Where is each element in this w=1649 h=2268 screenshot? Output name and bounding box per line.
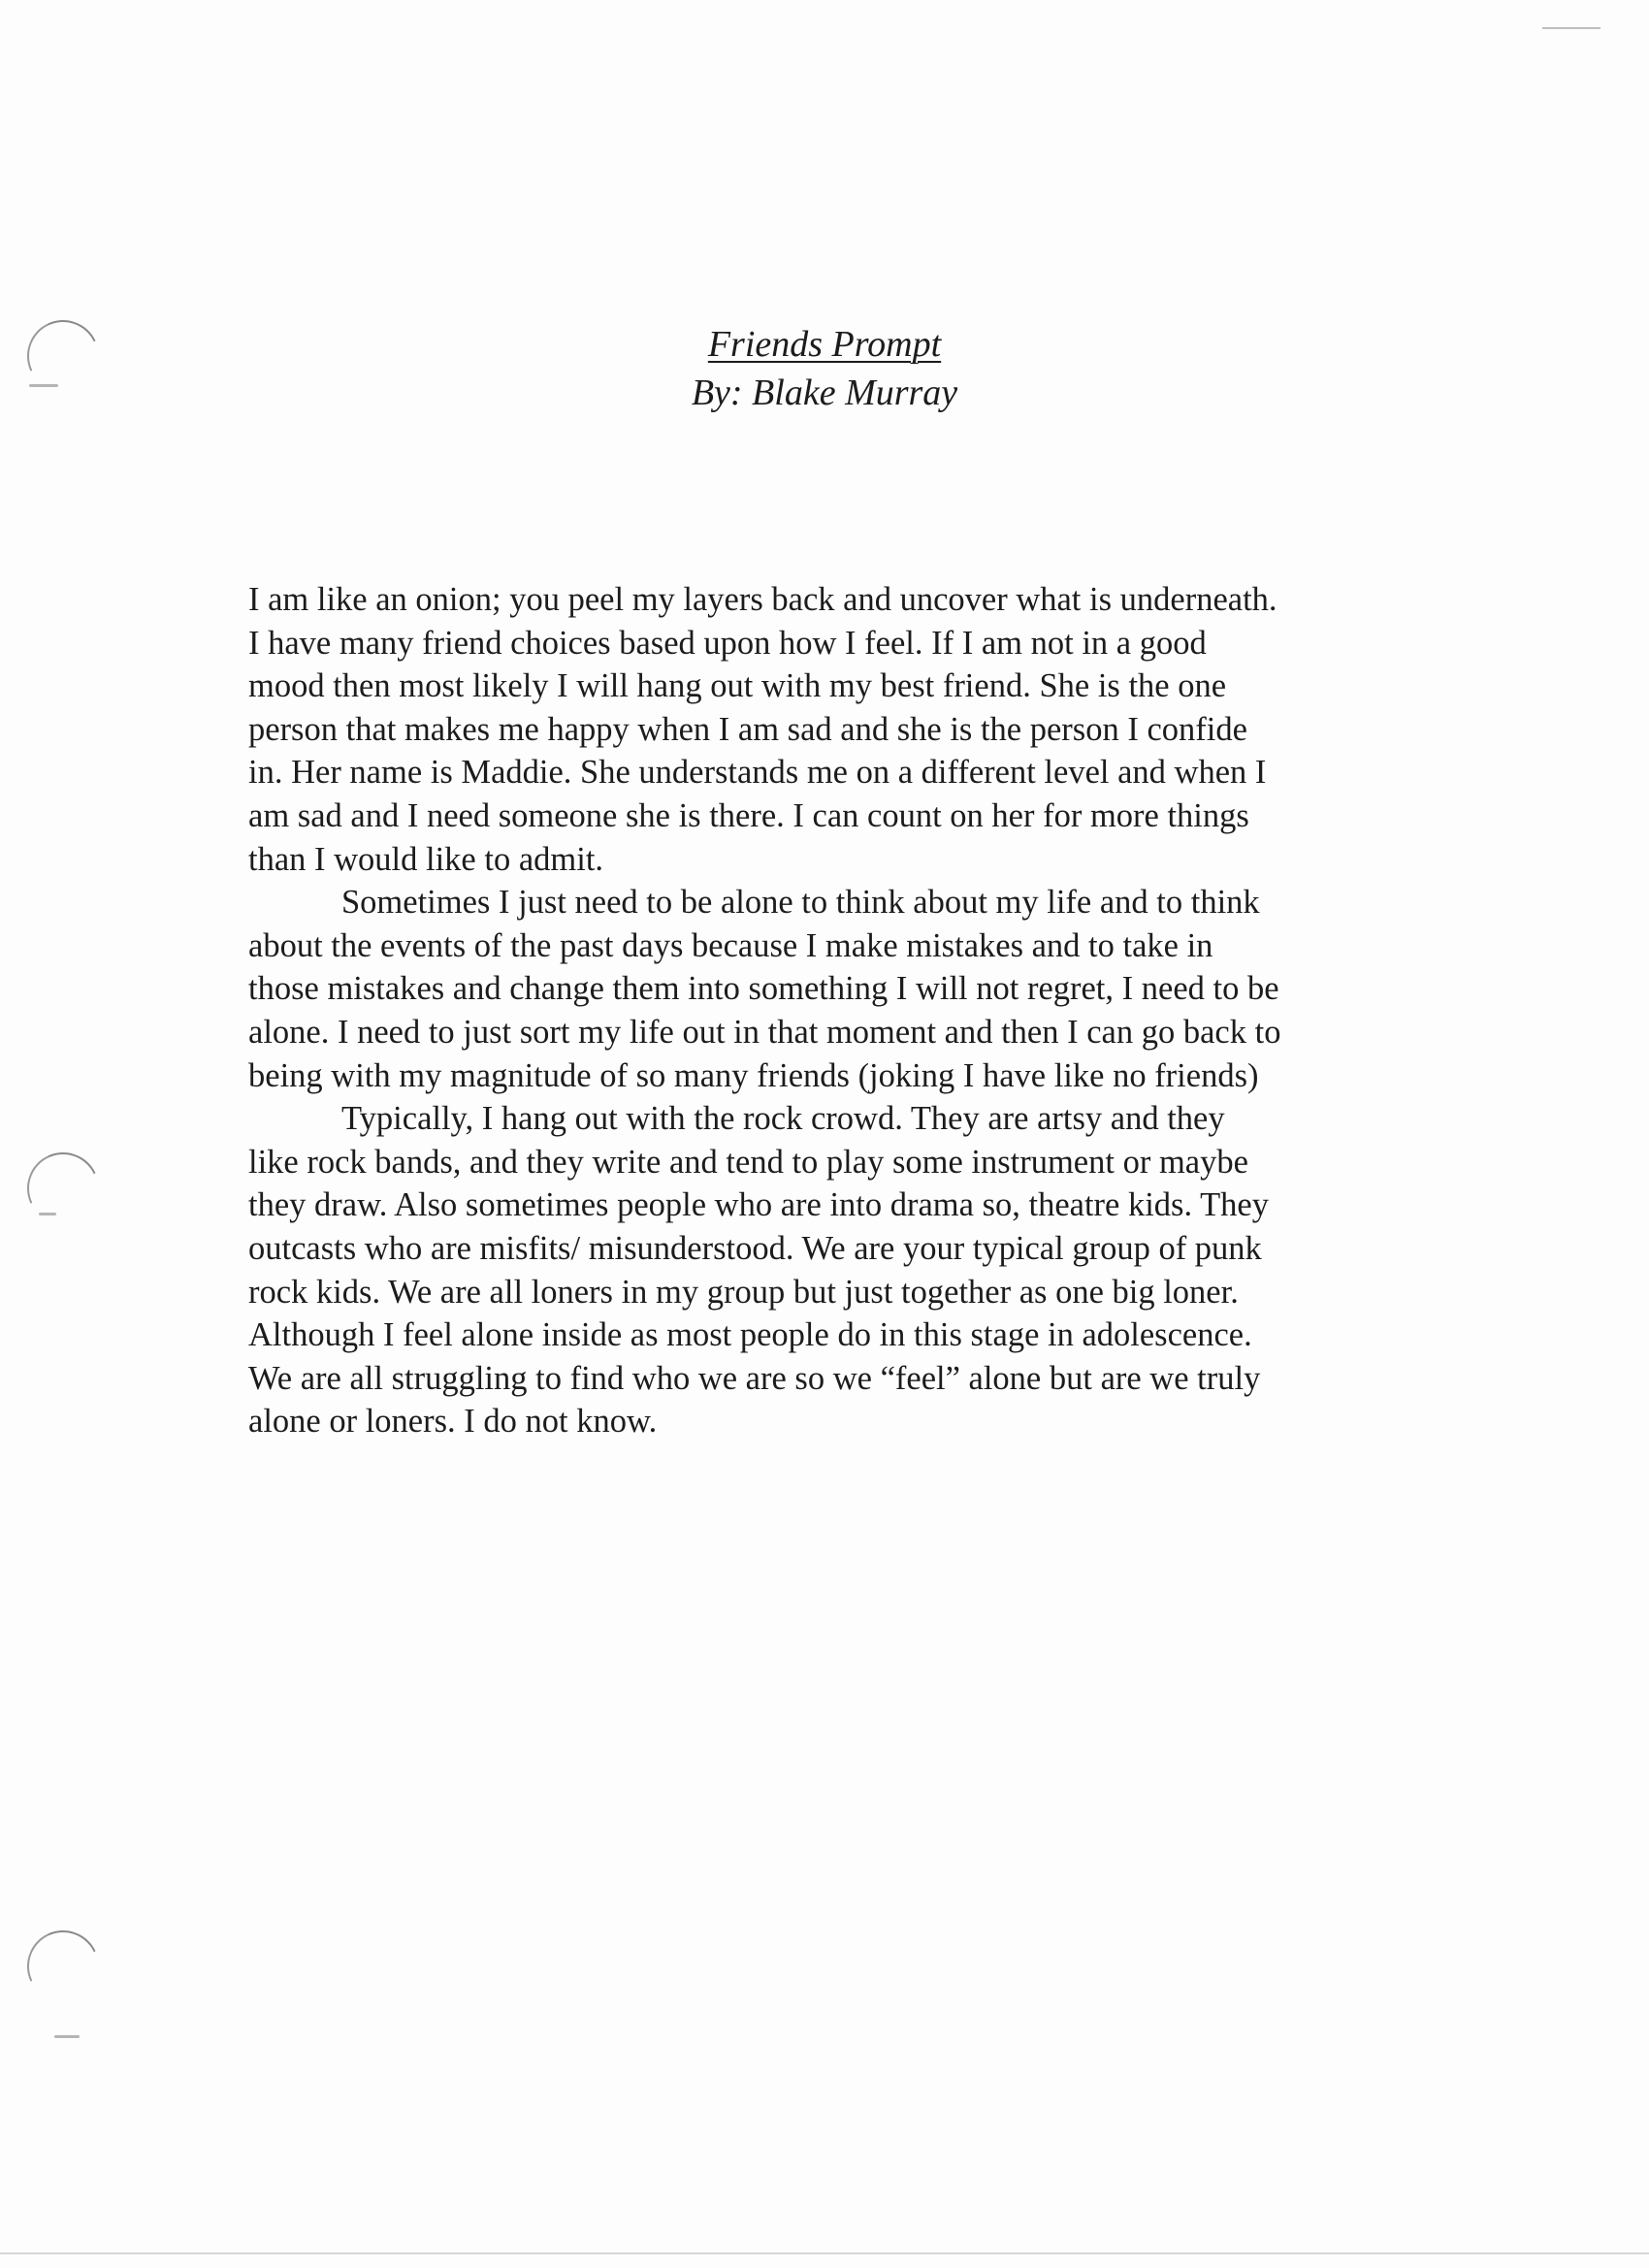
hole-punch-mark-middle [17, 1143, 110, 1235]
text-line: We are all struggling to find who we are so we “feel” alone but are we truly [248, 1359, 1261, 1397]
essay-body [248, 578, 1437, 1443]
text-line: about the events of the past days because I make mistakes and to take in [248, 926, 1213, 964]
text-line: alone. I need to just sort my life out in that moment and then I can go back to [248, 1013, 1281, 1051]
text-line: those mistakes and change them into something I will not regret, I need to be [248, 970, 1279, 1008]
text-line: mood then most likely I will hang out with my best friend. She is the one [248, 667, 1227, 705]
text-line: am sad and I need someone she is there. I can count on her for more things [248, 796, 1249, 834]
scan-bottom-edge [0, 2252, 1649, 2254]
text-line: I have many friend choices based upon how I feel. If I am not in a good [248, 624, 1207, 662]
hole-punch-shadow-middle [39, 1213, 56, 1215]
paragraph-3 [248, 1097, 1437, 1443]
text-line: being with my magnitude of so many friends (joking I have like no friends) [248, 1056, 1259, 1094]
text-line: like rock bands, and they write and tend to play some instrument or maybe [248, 1143, 1248, 1181]
text-line: person that makes me happy when I am sad and she is the person I confide [248, 710, 1247, 748]
text-line: Sometimes I just need to be alone to think about my life and to think [341, 884, 1260, 922]
text-line: I am like an onion; you peel my layers back and uncover what is underneath. [248, 581, 1277, 618]
text-line: they draw. Also sometimes people who are into drama so, theatre kids. They [248, 1186, 1269, 1224]
text-line: outcasts who are misfits/ misunderstood. We are your typical group of punk [248, 1229, 1262, 1267]
hole-punch-shadow-bottom [54, 2035, 80, 2038]
text-line: Typically, I hang out with the rock crowd. They are artsy and they [341, 1100, 1225, 1138]
hole-punch-mark-bottom [17, 1921, 110, 2013]
scan-edge-mark [1542, 27, 1600, 29]
text-line: than I would like to admit. [248, 840, 604, 878]
paragraph-2 [248, 881, 1437, 1097]
text-line: Although I feel alone inside as most people do in this stage in adolescence. [248, 1316, 1252, 1354]
document-title: Friends Prompt [707, 324, 942, 365]
text-line: alone or loners. I do not know. [248, 1403, 658, 1441]
text-line: in. Her name is Maddie. She understands me on a different level and when I [248, 754, 1267, 792]
text-line: rock kids. We are all loners in my group but just together as one big loner. [248, 1273, 1239, 1311]
document-header [0, 320, 1649, 417]
document-byline: By: Blake Murray [691, 373, 958, 413]
paragraph-1 [248, 578, 1437, 881]
